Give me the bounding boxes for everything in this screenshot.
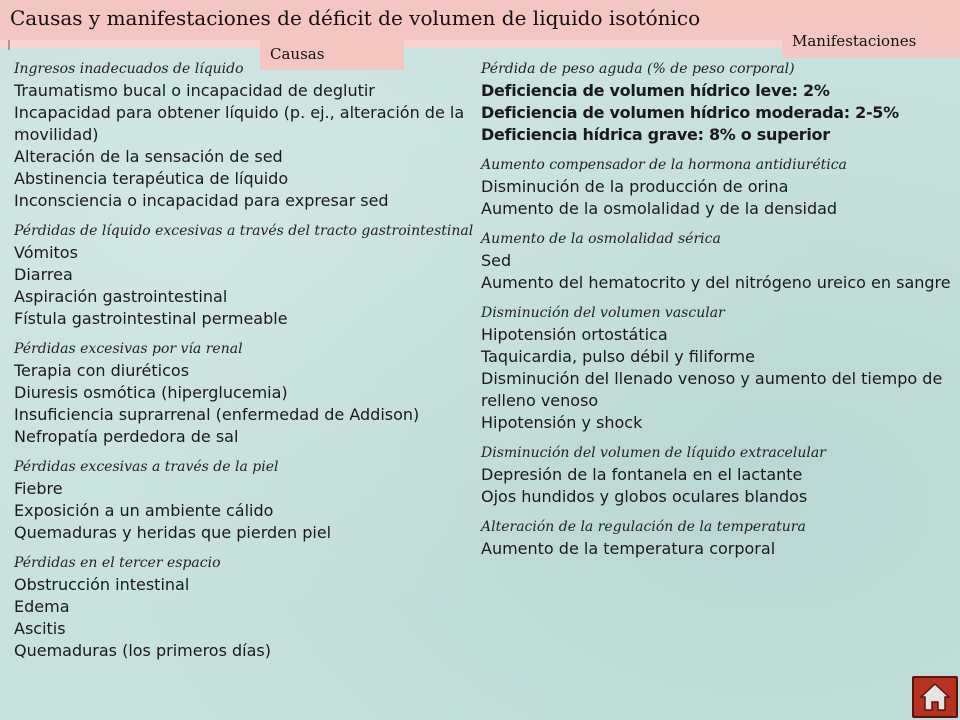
causas-section [14, 338, 470, 448]
section-heading: Disminución del volumen vascular [481, 305, 725, 321]
list-item: Obstrucción intestinal [14, 575, 190, 594]
causas-section [14, 220, 474, 330]
list-item: Quemaduras y heridas que pierden piel [14, 523, 332, 542]
causas-section [14, 552, 470, 662]
list-item: Hipotensión y shock [481, 413, 643, 432]
list-item: Quemaduras (los primeros días) [14, 641, 271, 660]
list-item: Deficiencia de volumen hídrico moderada: 2-5% [481, 103, 899, 122]
list-item: Nefropatía perdedora de sal [14, 427, 239, 446]
list-item: Incapacidad para obtener líquido (p. ej., alteración de la movilidad) [14, 103, 465, 144]
list-item: Aspiración gastrointestinal [14, 287, 228, 306]
list-item: Terapia con diuréticos [14, 361, 190, 380]
tab-causas[interactable]: Causas [260, 40, 404, 70]
list-item: Ascitis [14, 619, 66, 638]
section-heading: Pérdidas excesivas por vía renal [14, 341, 243, 357]
manifestaciones-section [481, 228, 955, 294]
section-heading: Pérdida de peso aguda (% de peso corporal) [481, 61, 795, 77]
list-item: Inconsciencia o incapacidad para expresar sed [14, 191, 389, 210]
list-item: Insuficiencia suprarrenal (enfermedad de Addison) [14, 405, 420, 424]
list-item: Aumento del hematocrito y del nitrógeno ureico en sangre [481, 273, 951, 292]
list-item: Ojos hundidos y globos oculares blandos [481, 487, 808, 506]
home-icon [919, 682, 951, 712]
list-item: Exposición a un ambiente cálido [14, 501, 274, 520]
section-heading: Ingresos inadecuados de líquido [14, 61, 244, 77]
section-heading: Alteración de la regulación de la temperatura [481, 519, 806, 535]
manifestaciones-column [481, 58, 955, 568]
manifestaciones-section [481, 154, 955, 220]
section-heading: Pérdidas en el tercer espacio [14, 555, 221, 571]
section-heading: Disminución del volumen de líquido extracelular [481, 445, 826, 461]
manifestaciones-section [481, 302, 955, 434]
list-item: Sed [481, 251, 512, 270]
list-item: Disminución de la producción de orina [481, 177, 789, 196]
section-heading: Aumento compensador de la hormona antidiurética [481, 157, 847, 173]
list-item: Vómitos [14, 243, 78, 262]
banner-accent-line [8, 40, 10, 50]
section-heading: Pérdidas de líquido excesivas a través del tracto gastrointestinal [14, 223, 474, 239]
causas-column [14, 58, 474, 670]
list-item: Traumatismo bucal o incapacidad de deglutir [14, 81, 375, 100]
causas-section [14, 456, 470, 544]
list-item: Abstinencia terapéutica de líquido [14, 169, 289, 188]
list-item: Diarrea [14, 265, 73, 284]
causas-section [14, 58, 470, 212]
manifestaciones-section [481, 442, 955, 508]
list-item: Hipotensión ortostática [481, 325, 668, 344]
list-item: Taquicardia, pulso débil y filiforme [481, 347, 755, 366]
manifestaciones-section [481, 516, 955, 560]
list-item: Edema [14, 597, 70, 616]
home-button[interactable] [912, 676, 958, 718]
page-title: Causas y manifestaciones de déficit de volumen de liquido isotónico [10, 6, 701, 30]
list-item: Aumento de la osmolalidad y de la densidad [481, 199, 838, 218]
list-item: Fiebre [14, 479, 63, 498]
list-item: Deficiencia hídrica grave: 8% o superior [481, 125, 830, 144]
manifestaciones-section [481, 58, 955, 146]
section-heading: Aumento de la osmolalidad sérica [481, 231, 721, 247]
tab-manifestaciones[interactable]: Manifestaciones [782, 28, 960, 58]
list-item: Fístula gastrointestinal permeable [14, 309, 288, 328]
list-item: Alteración de la sensación de sed [14, 147, 283, 166]
list-item: Deficiencia de volumen hídrico leve: 2% [481, 81, 830, 100]
list-item: Diuresis osmótica (hiperglucemia) [14, 383, 288, 402]
list-item: Depresión de la fontanela en el lactante [481, 465, 803, 484]
list-item: Aumento de la temperatura corporal [481, 539, 776, 558]
section-heading: Pérdidas excesivas a través de la piel [14, 459, 279, 475]
list-item: Disminución del llenado venoso y aumento del tiempo de relleno venoso [481, 369, 943, 410]
